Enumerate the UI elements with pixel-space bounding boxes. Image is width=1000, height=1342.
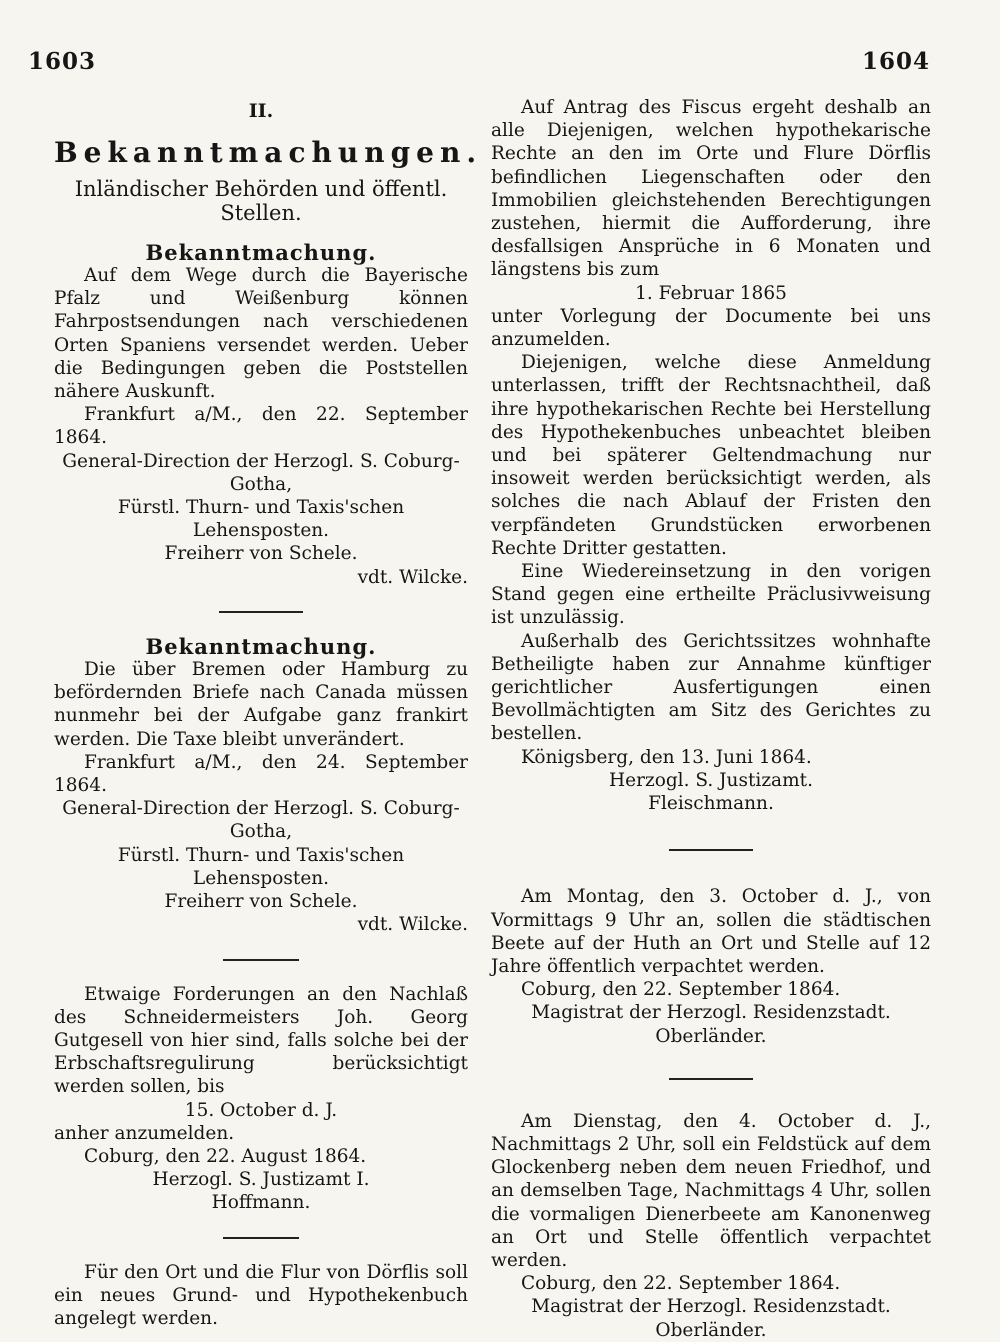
notice-authority: Herzogl. S. Justizamt I. [152,1169,370,1191]
notice-body: Außerhalb des Gerichtssitzes wohnhafte Betheiligte haben zur Annahme künftiger gerichtlicher Ausfertigungen einen Bevollmächtigten am Sitz des Gerichtes zu bestellen. [491,630,931,745]
notice-dateline: Frankfurt a/M., den 24. September 1864. [54,751,468,797]
notice-tail: anher anzumelden. [54,1122,235,1144]
notice-authority-line-2: Fürstl. Thurn- und Taxis'schen Lehensposten. [117,497,405,542]
notice-dateline: Frankfurt a/M., den 22. September 1864. [54,404,468,449]
notice-authority-line-1: General-Direction der Herzogl. S. Coburg-Gotha, [62,798,460,843]
notice-body: Etwaige Forderungen an den Nachlaß des Schneidermeisters Joh. Georg Gutgesell von hier sind, falls solche bei der Erbschaftsregulirung berücksichtigt werden sollen, bis [54,983,468,1098]
notice-body: Am Montag, den 3. October d. J., von Vormittags 9 Uhr an, sollen die städtischen Beete auf der Huth an Ort und Stelle auf 12 Jahre öffentlich verpachtet werden. [491,886,931,977]
section-number: II. [248,100,274,122]
notice-countersign: vdt. Wilcke. [357,566,468,588]
notice-4-continued [491,96,931,815]
notice-dateline: Coburg, den 22. September 1864. [521,979,841,1001]
notice-deadline: 1. Februar 1865 [635,282,787,304]
divider-rule [223,1237,299,1239]
divider-rule [219,611,303,613]
notice-authority: Herzogl. S. Justizamt. [609,769,813,791]
notice-signature: Oberländer. [655,1025,767,1047]
notice-body: Für den Ort und die Flur von Dörflis soll ein neues Grund- und Hypothekenbuch angelegt werden. [54,1261,468,1329]
notice-signature: Oberländer. [655,1319,767,1341]
notice-4 [54,1261,468,1331]
notice-signature: Freiherr von Schele. [164,891,358,913]
notice-2 [54,635,468,937]
notice-body: Diejenigen, welche diese Anmeldung unterlassen, trifft der Rechtsnachtheil, daß ihre hypothekarischen Rechte bei Herstellung des Hypothekenbuches unbeachtet bleiben und bei späterer Geltendmachung nur insoweit werden berücksichtigt werden, als solches die nach Ablauf der Fristen den verpfändeten Grundstücken erworbenen Rechte Dritter gestatten. [491,352,931,559]
divider-rule [669,1078,753,1080]
notice-authority: Magistrat der Herzogl. Residenzstadt. [531,1002,891,1024]
divider-rule [669,849,753,851]
notice-dateline: Coburg, den 22. September 1864. [521,1273,841,1295]
section-subtitle: Inländischer Behörden und öffentl. Stellen. [74,177,448,225]
notice-dateline: Coburg, den 22. August 1864. [84,1145,367,1167]
notice-3 [54,983,468,1215]
notice-signature: Fleischmann. [648,793,774,815]
right-column [491,96,931,1342]
notice-body: Am Dienstag, den 4. October d. J., Nachmittags 2 Uhr, soll ein Feldstück auf dem Glockenberg neben dem neuen Friedhof, und an demselben Tage, Nachmittags 4 Uhr, sollen die vormaligen Dienerbeete am Kanonenweg an Ort und Stelle öffentlich verpachtet werden. [491,1110,931,1271]
notice-6 [491,1110,931,1342]
page-number-right: 1604 [861,48,930,75]
notice-authority-line-1: General-Direction der Herzogl. S. Coburg-Gotha, [62,450,460,495]
notice-body: unter Vorlegung der Documente bei uns anzumelden. [491,305,931,351]
divider-rule [223,959,299,961]
notice-body: Die über Bremen oder Hamburg zu befördernden Briefe nach Canada müssen nunmehr bei der Aufgabe ganz frankirt werden. Die Taxe bleibt unverändert. [54,659,468,750]
notice-heading: Bekanntmachung. [145,239,377,265]
notice-countersign: vdt. Wilcke. [357,914,468,936]
section-title: Bekanntmachungen. [54,136,483,170]
notice-authority: Magistrat der Herzogl. Residenzstadt. [531,1296,891,1318]
notice-5 [491,885,931,1047]
notice-signature: Hoffmann. [211,1192,311,1214]
notice-signature: Freiherr von Schele. [164,543,358,565]
left-column [54,96,483,1330]
notice-heading: Bekanntmachung. [145,633,377,659]
notice-body: Auf dem Wege durch die Bayerische Pfalz und Weißenburg können Fahrpostsendungen nach verschiedenen Orten Spaniens versendet werden. Ueber die Bedingungen geben die Poststellen nähere Auskunft. [54,265,468,403]
notice-deadline: 15. October d. J. [184,1099,338,1121]
notice-authority-line-2: Fürstl. Thurn- und Taxis'schen Lehensposten. [117,844,405,889]
notice-dateline: Königsberg, den 13. Juni 1864. [521,746,812,768]
page-number-left: 1603 [28,48,97,75]
notice-body: Eine Wiedereinsetzung in den vorigen Stand gegen eine ertheilte Präclusivweisung ist unzulässig. [491,561,931,629]
notice-body: Auf Antrag des Fiscus ergeht deshalb an alle Diejenigen, welchen hypothekarische Rechte an den im Orte und Flure Dörflis befindlichen Liegenschaften oder den Immobilien gleichstehenden Berechtigungen zustehen, hiermit die Aufforderung, ihre desfallsigen Ansprüche in 6 Monaten und längstens bis zum [491,97,931,281]
notice-1 [54,241,468,589]
